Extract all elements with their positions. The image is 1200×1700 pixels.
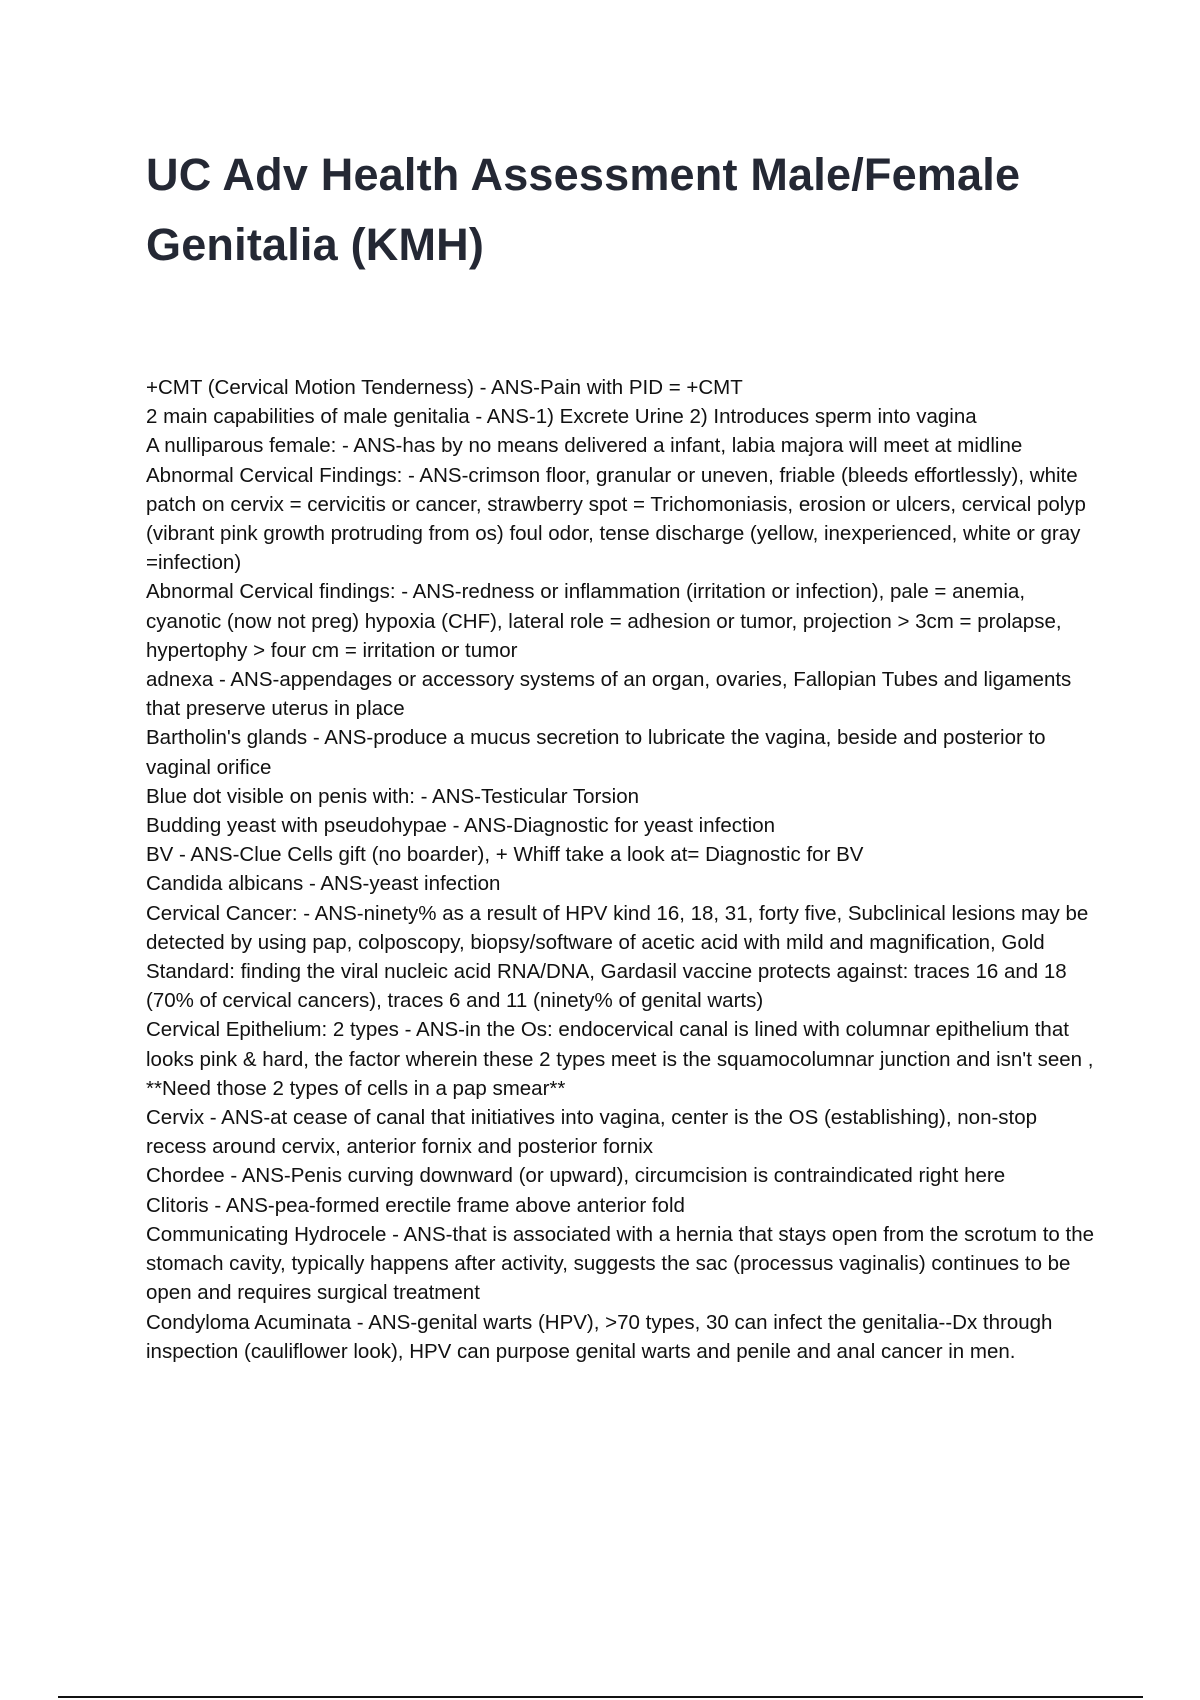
flashcard-entry: Budding yeast with pseudohypae - ANS-Diagnostic for yeast infection — [146, 814, 776, 838]
flashcard-entry: Cervix - ANS-at cease of canal that initiatives into vagina, center is the OS (establishing), non-stop recess around cervix, anterior fornix and posterior fornix — [146, 1106, 1038, 1159]
flashcard-entry: +CMT (Cervical Motion Tenderness) - ANS-Pain with PID = +CMT — [146, 376, 743, 399]
page-title: UC Adv Health Assessment Male/Female Genitalia (KMH) — [146, 149, 1021, 270]
flashcard-entry: Condyloma Acuminata - ANS-genital warts (HPV), >70 types, 30 can infect the genitalia--Dx through inspection (cauliflower look), HPV can purpose genital warts and penile and anal cancer in men. — [146, 1310, 1053, 1363]
flashcard-entry: Blue dot visible on penis with: - ANS-Testicular Torsion — [146, 784, 639, 808]
flashcard-entry: Chordee - ANS-Penis curving downward (or upward), circumcision is contraindicated right here — [146, 1164, 1006, 1188]
flashcard-entry: Clitoris - ANS-pea-formed erectile frame above anterior fold — [146, 1193, 685, 1217]
flashcard-entry: Abnormal Cervical Findings: - ANS-crimson floor, granular or uneven, friable (bleeds effortlessly), white patch on cervix = cervicitis or cancer, strawberry spot = Trichomoniasis, erosion or ulcers, cervical polyp (vibrant pink growth protruding from os) foul odor, tense discharge (yellow, inexperienced, white or gray =infection) — [146, 463, 1086, 575]
flashcard-entry: BV - ANS-Clue Cells gift (no boarder), + Whiff take a look at= Diagnostic for BV — [146, 843, 864, 867]
flashcard-entry: 2 main capabilities of male genitalia - ANS-1) Excrete Urine 2) Introduces sperm into vagina — [146, 405, 977, 429]
footer-divider — [58, 1696, 1143, 1698]
flashcard-entry: Cervical Cancer: - ANS-ninety% as a result of HPV kind 16, 18, 31, forty five, Subclinical lesions may be detected by using pap, colposcopy, biopsy/software of acetic acid with mild and magnification, Gold Standard: finding the viral nucleic acid RNA/DNA, Gardasil vaccine protects against: traces 16 and 18 (70% of cervical cancers), traces 6 and 11 (ninety% of genital warts) — [146, 901, 1089, 1013]
flashcard-entry: Bartholin's glands - ANS-produce a mucus secretion to lubricate the vagina, beside and posterior to vaginal orifice — [146, 726, 1046, 779]
flashcard-entry: Candida albicans - ANS-yeast infection — [146, 872, 501, 896]
flashcard-list — [146, 373, 1096, 1366]
flashcard-entry: Cervical Epithelium: 2 types - ANS-in the Os: endocervical canal is lined with columnar epithelium that looks pink & hard, the factor wherein these 2 types meet is the squamocolumnar junction and isn't seen , **Need those 2 types of cells in a pap smear** — [146, 1018, 1094, 1100]
flashcard-entry: adnexa - ANS-appendages or accessory systems of an organ, ovaries, Fallopian Tubes and ligaments that preserve uterus in place — [146, 668, 1072, 721]
flashcard-entry: A nulliparous female: - ANS-has by no means delivered a infant, labia majora will meet at midline — [146, 434, 1023, 458]
flashcard-entry: Communicating Hydrocele - ANS-that is associated with a hernia that stays open from the scrotum to the stomach cavity, typically happens after activity, suggests the sac (processus vaginalis) continues to be open and requires surgical treatment — [146, 1222, 1094, 1305]
flashcard-entry: Abnormal Cervical findings: - ANS-redness or inflammation (irritation or infection), pale = anemia, cyanotic (now not preg) hypoxia (CHF), lateral role = adhesion or tumor, projection > 3cm = prolapse, hypertophy > four cm = irritation or tumor — [146, 580, 1062, 662]
